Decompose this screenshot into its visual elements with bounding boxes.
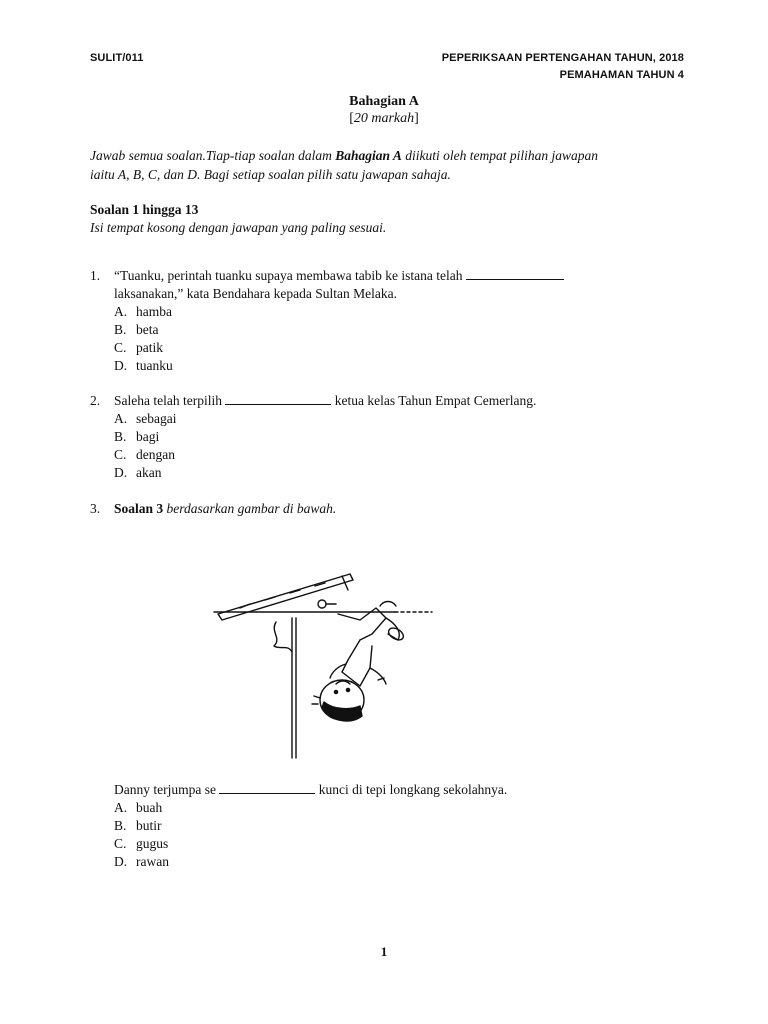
option-a[interactable]: A. hamba bbox=[114, 304, 172, 319]
option-c[interactable]: C. gugus bbox=[114, 836, 169, 851]
options-list bbox=[114, 799, 169, 871]
question-text: “Tuanku, perintah tuanku supaya membawa tabib ke istana telah bbox=[114, 267, 564, 285]
subsection-instruction: Isi tempat kosong dengan jawapan yang paling sesuai. bbox=[90, 220, 387, 235]
question-text: Saleha telah terpilih ketua kelas Tahun Empat Cemerlang. bbox=[114, 393, 537, 408]
exam-title: PEPERIKSAAN PERTENGAHAN TAHUN, 2018 bbox=[441, 52, 684, 64]
answer-blank bbox=[225, 392, 331, 405]
option-b[interactable]: B. butir bbox=[114, 818, 162, 833]
question-2 bbox=[90, 392, 690, 487]
question-3 bbox=[90, 500, 690, 520]
instructions-bold: Bahagian A bbox=[335, 148, 402, 163]
question-number: 3. bbox=[90, 501, 101, 516]
marks-value: 20 markah bbox=[353, 111, 415, 126]
boy-falling-illustration bbox=[210, 560, 440, 760]
option-d[interactable]: D. rawan bbox=[114, 854, 169, 869]
page-number: 1 bbox=[380, 944, 388, 959]
option-a[interactable]: A. buah bbox=[114, 800, 163, 815]
option-a[interactable]: A. sebagai bbox=[114, 411, 177, 426]
header-right bbox=[442, 50, 684, 84]
option-d[interactable]: D. tuanku bbox=[114, 358, 173, 373]
subject-title: PEMAHAMAN TAHUN 4 bbox=[559, 69, 684, 81]
section-title: Bahagian A bbox=[349, 94, 419, 109]
question-3-stem bbox=[90, 781, 690, 876]
question-number: 2. bbox=[90, 393, 101, 408]
question-text-line2: laksanakan,” kata Bendahara kepada Sultan Melaka. bbox=[114, 286, 397, 301]
option-c[interactable]: C. patik bbox=[114, 340, 163, 355]
options-list bbox=[114, 410, 176, 482]
instructions: Jawab semua soalan.Tiap-tiap soalan dalam Bahagian A diikuti oleh tempat pilihan jawapan iaitu A, B, C, dan D. Bagi setiap soalan pilih satu jawapan sahaja. bbox=[90, 148, 599, 182]
subsection-title: Soalan 1 hingga 13 bbox=[90, 202, 199, 217]
answer-blank bbox=[219, 781, 315, 794]
option-c[interactable]: C. dengan bbox=[114, 447, 175, 462]
answer-blank bbox=[466, 267, 564, 280]
question-1 bbox=[90, 267, 690, 377]
question-number: 1. bbox=[90, 268, 101, 283]
option-b[interactable]: B. bagi bbox=[114, 429, 160, 444]
header-left: SULIT/011 bbox=[90, 52, 144, 64]
option-b[interactable]: B. beta bbox=[114, 322, 159, 337]
section-marks: [20 markah] bbox=[349, 111, 419, 126]
options-list bbox=[114, 303, 173, 375]
question-text: Soalan 3 berdasarkan gambar di bawah. bbox=[114, 501, 337, 516]
option-d[interactable]: D. akan bbox=[114, 465, 162, 480]
question-text: Danny terjumpa se kunci di tepi longkang sekolahnya. bbox=[114, 782, 508, 797]
